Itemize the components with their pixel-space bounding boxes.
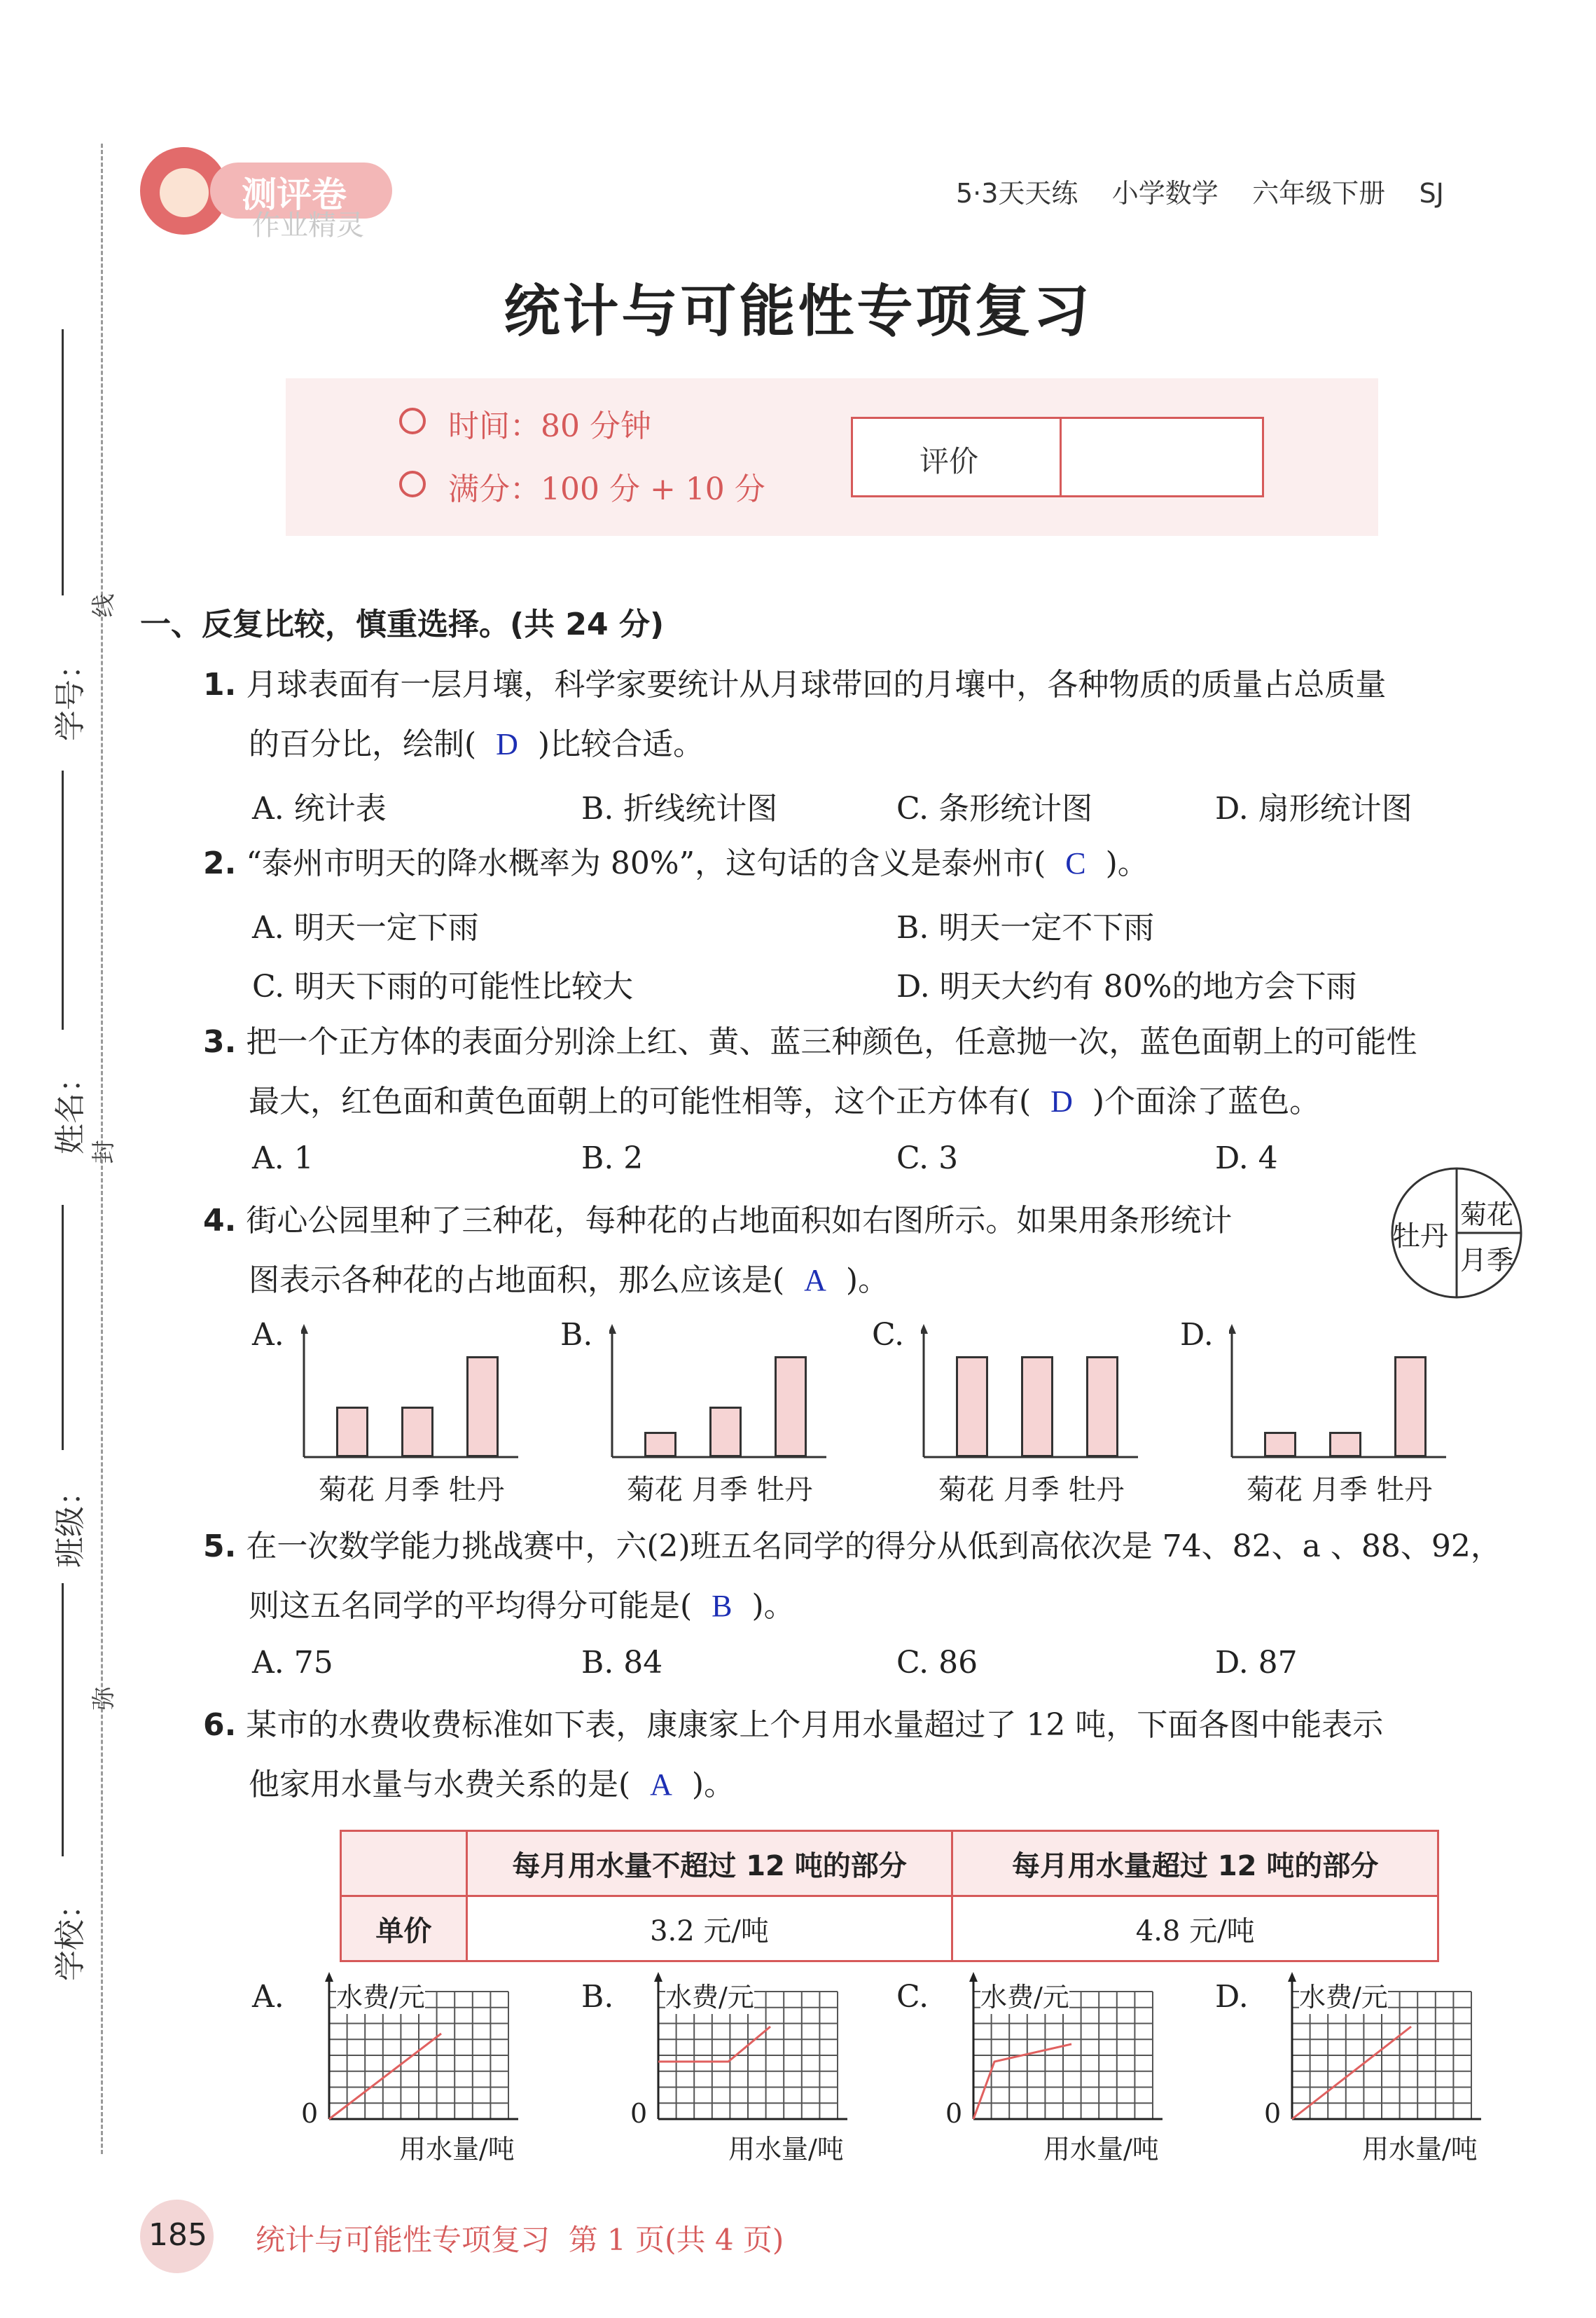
q5-line2: 则这五名同学的平均得分可能是( B )。: [249, 1588, 795, 1624]
graph-ylabel: 水费/元: [665, 1975, 754, 2014]
q5-option-b: B. 84: [581, 1645, 663, 1681]
q1-option-d: D. 扇形统计图: [1215, 791, 1413, 827]
watermark: 作业精灵: [252, 209, 364, 242]
q1-line2: 的百分比，绘制( D )比较合适。: [249, 726, 705, 762]
graph-ylabel: 水费/元: [980, 1975, 1069, 2014]
q4-option-letter-3: D.: [1180, 1317, 1214, 1353]
bar-牡丹: [1086, 1356, 1118, 1457]
bar-牡丹: [1394, 1356, 1427, 1457]
section-title: 一、反复比较，慎重选择。(共 24 分): [140, 607, 665, 642]
q6-answer: A: [650, 1767, 672, 1802]
q6-option-letter-0: A.: [252, 1979, 284, 2015]
xingming-label: 姓名：: [53, 1062, 88, 1154]
feng-char: 封: [90, 1140, 118, 1164]
q5-option-d: D. 87: [1215, 1645, 1298, 1681]
xuexiao-line: [62, 1583, 64, 1856]
footer-text: 统计与可能性专项复习 第 1 页(共 4 页): [256, 2223, 784, 2257]
bar-菊花: [1264, 1432, 1296, 1457]
q2-option-c: C. 明天下雨的可能性比较大: [252, 969, 634, 1005]
badge: [140, 147, 392, 242]
pie-label-mudan: 牡丹: [1392, 1220, 1448, 1253]
q5-answer: B: [712, 1589, 733, 1623]
score-text: 满分：100 分 + 10 分: [448, 471, 765, 507]
graph-origin: 0: [945, 2098, 963, 2129]
xian-char: 线: [90, 593, 118, 618]
q5-line1: 5. 在一次数学能力挑战赛中，六(2)班五名同学的得分从低到高依次是 74、82、a 、88、92，: [203, 1529, 1501, 1564]
graph-ylabel: 水费/元: [1299, 1975, 1388, 2014]
bar-chart-category-labels: 菊花 月季 牡丹: [319, 1474, 505, 1506]
q3-option-d: D. 4: [1215, 1140, 1278, 1176]
table-header-over12: 每月用水量超过 12 吨的部分: [952, 1831, 1438, 1896]
xuehao-line: [62, 329, 64, 595]
q2-answer: C: [1065, 846, 1086, 881]
bar-牡丹: [466, 1356, 499, 1457]
table-price-under12: 3.2 元/吨: [466, 1896, 952, 1961]
header-meta: 5·3天天练 小学数学 六年级下册 SJ: [956, 178, 1444, 209]
bar-月季: [709, 1407, 742, 1457]
q5-option-a: A. 75: [252, 1645, 333, 1681]
table-header-under12: 每月用水量不超过 12 吨的部分: [466, 1831, 952, 1896]
time-text: 时间：80 分钟: [448, 408, 651, 444]
q2-line1: 2. “泰州市明天的降水概率为 80%”，这句话的含义是泰州市( C )。: [203, 846, 1149, 881]
graph-ylabel: 水费/元: [336, 1975, 425, 2014]
bar-菊花: [956, 1356, 988, 1457]
q3-option-a: A. 1: [252, 1140, 314, 1176]
table-row-label: 单价: [341, 1896, 467, 1961]
q3-option-c: C. 3: [896, 1140, 959, 1176]
xingming-line: [62, 771, 64, 1030]
q1-line1: 1. 月球表面有一层月壤，科学家要统计从月球带回的月壤中，各种物质的质量占总质量: [203, 667, 1387, 703]
bar-月季: [1021, 1356, 1053, 1457]
q6-option-letter-3: D.: [1215, 1979, 1249, 2015]
graph-xlabel: 用水量/吨: [728, 2134, 844, 2165]
q2-option-b: B. 明天一定不下雨: [896, 910, 1155, 946]
q4-answer: A: [804, 1263, 826, 1297]
mi-char: 弥: [90, 1686, 118, 1711]
bar-chart-category-labels: 菊花 月季 牡丹: [627, 1474, 813, 1506]
eval-label: 评价: [920, 444, 979, 478]
graph-xlabel: 用水量/吨: [399, 2134, 515, 2165]
eval-box: [851, 417, 1264, 497]
q6-line2: 他家用水量与水费关系的是( A )。: [249, 1767, 735, 1802]
q1-option-b: B. 折线统计图: [581, 791, 778, 827]
bar-菊花: [336, 1407, 368, 1457]
graph-xlabel: 用水量/吨: [1362, 2134, 1478, 2165]
q4-option-letter-1: B.: [560, 1317, 593, 1353]
bar-牡丹: [775, 1356, 807, 1457]
q4-line1: 4. 街心公园里种了三种花，每种花的占地面积如右图所示。如果用条形统计: [203, 1203, 1233, 1239]
pie-label-juhua: 菊花: [1460, 1199, 1514, 1230]
page-number: 185: [148, 2217, 207, 2253]
bar-菊花: [644, 1432, 676, 1457]
graph-origin: 0: [1264, 2098, 1282, 2129]
q1-answer: D: [496, 727, 518, 761]
table-price-over12: 4.8 元/吨: [952, 1896, 1438, 1961]
page-title: 统计与可能性专项复习: [504, 278, 1092, 344]
q1-option-c: C. 条形统计图: [896, 791, 1093, 827]
q4-option-letter-2: C.: [872, 1317, 905, 1353]
q6-option-letter-2: C.: [896, 1979, 929, 2015]
q3-answer: D: [1050, 1084, 1073, 1119]
water-price-table: [340, 1830, 1439, 1962]
banji-label: 班级：: [53, 1475, 88, 1568]
q2-option-a: A. 明天一定下雨: [252, 910, 479, 946]
xuexiao-label: 学校：: [53, 1889, 88, 1981]
q5-option-c: C. 86: [896, 1645, 978, 1681]
q6-line1: 6. 某市的水费收费标准如下表，康康家上个月用水量超过了 12 吨，下面各图中能表示: [203, 1707, 1384, 1743]
bar-月季: [401, 1407, 433, 1457]
bar-chart-category-labels: 菊花 月季 牡丹: [1247, 1474, 1433, 1506]
graph-xlabel: 用水量/吨: [1043, 2134, 1159, 2165]
pie-label-yueji: 月季: [1460, 1245, 1514, 1276]
q3-option-b: B. 2: [581, 1140, 644, 1176]
q2-option-d: D. 明天大约有 80%的地方会下雨: [896, 969, 1357, 1005]
q6-option-letter-1: B.: [581, 1979, 614, 2015]
badge-title: 测评卷: [242, 174, 347, 215]
xuehao-label: 学号：: [53, 649, 88, 741]
bar-月季: [1329, 1432, 1361, 1457]
q4-option-letter-0: A.: [252, 1317, 284, 1353]
clock-icon: [399, 408, 426, 434]
q3-line2: 最大，红色面和黄色面朝上的可能性相等，这个正方体有( D )个面涂了蓝色。: [249, 1084, 1321, 1119]
graph-origin: 0: [301, 2098, 319, 2129]
check-icon: [399, 471, 426, 497]
bar-chart-category-labels: 菊花 月季 牡丹: [938, 1474, 1125, 1506]
graph-origin: 0: [630, 2098, 648, 2129]
q3-line1: 3. 把一个正方体的表面分别涂上红、黄、蓝三种颜色，任意抛一次，蓝色面朝上的可能性: [203, 1024, 1417, 1060]
q1-option-a: A. 统计表: [252, 791, 387, 827]
q4-line2: 图表示各种花的占地面积，那么应该是( A )。: [249, 1262, 889, 1298]
banji-line: [62, 1205, 64, 1450]
